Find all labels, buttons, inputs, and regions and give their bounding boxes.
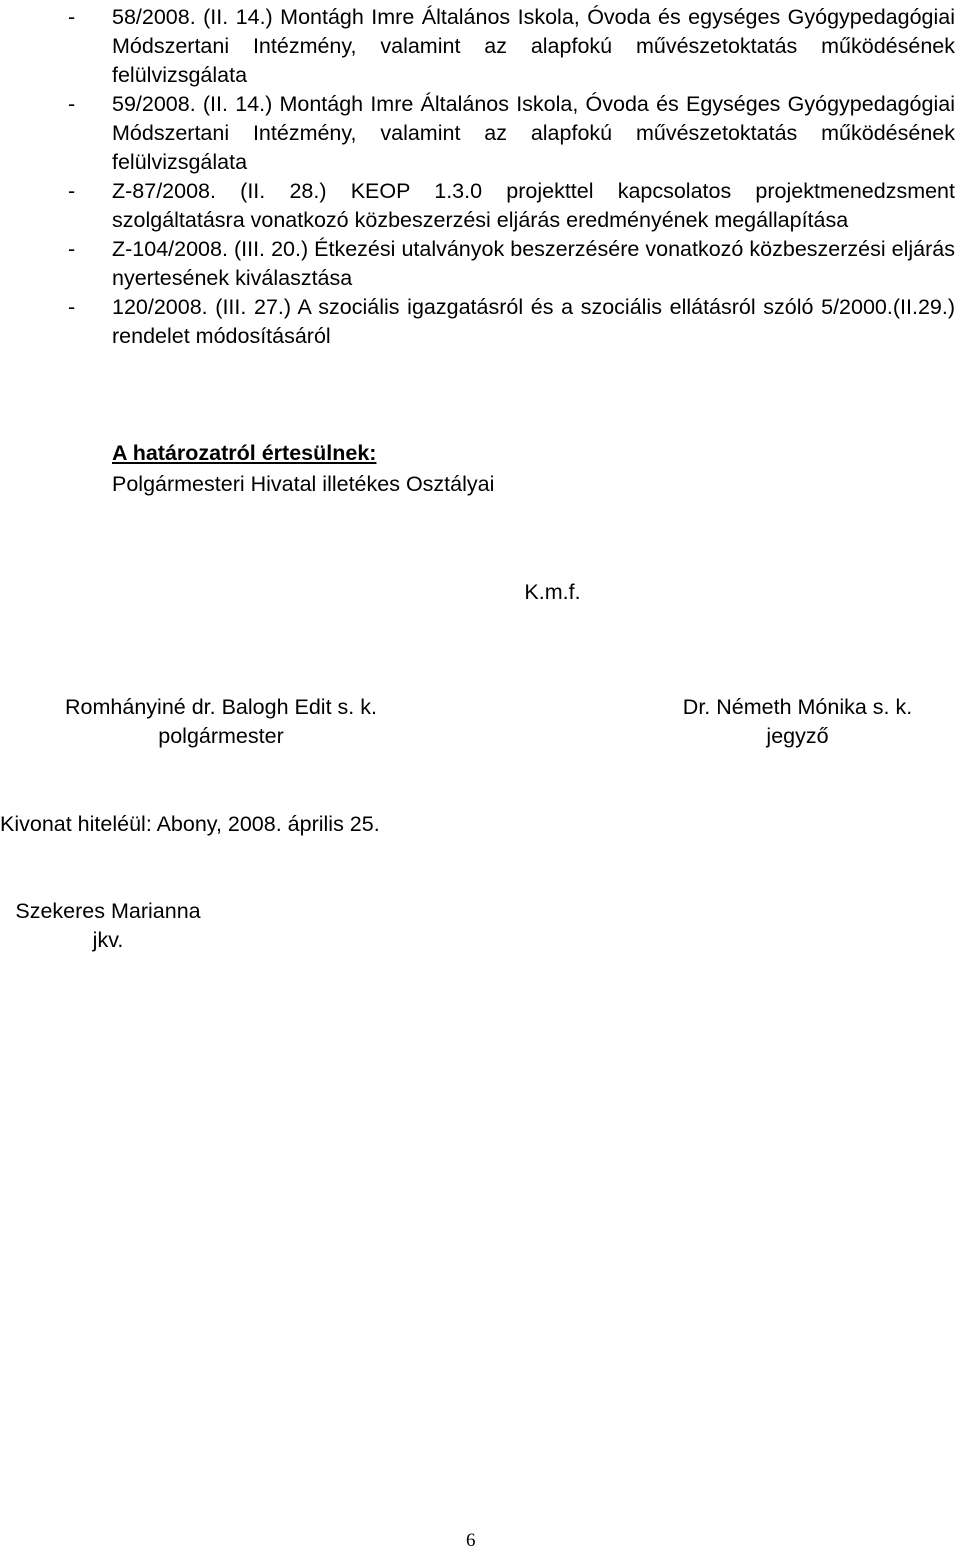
list-item [0, 3, 960, 90]
signature-title: polgármester [158, 724, 284, 748]
page-number: 6 [466, 1530, 476, 1551]
list-item-text: 120/2008. (III. 27.) A szociális igazgatásról és a szociális ellátásról szóló 5/2000.(II.29.) rendelet módosításáról [112, 295, 955, 348]
notification-recipient: Polgármesteri Hivatal illetékes Osztályai [112, 472, 495, 496]
clerk-title: jkv. [92, 928, 124, 952]
list-item [0, 293, 960, 351]
list-bullet: - [68, 5, 76, 29]
list-item [0, 90, 960, 177]
list-bullet: - [68, 295, 76, 319]
list-item [0, 177, 960, 235]
list-bullet: - [68, 179, 76, 203]
kmf-label: K.m.f. [524, 580, 581, 604]
signature-notary [640, 693, 955, 751]
list-item-text: Z-87/2008. (II. 28.) KEOP 1.3.0 projekttel kapcsolatos projektmenedzsment szolgáltatásra vonatkozó közbeszerzési eljárás eredményének megállapítása [112, 179, 955, 232]
signature-mayor [0, 693, 442, 751]
signature-title: jegyző [766, 724, 829, 748]
clerk-signature [0, 897, 216, 955]
resolution-list [0, 3, 960, 351]
signature-name: Dr. Németh Mónika s. k. [682, 695, 913, 719]
clerk-name: Szekeres Marianna [15, 899, 201, 923]
list-bullet: - [68, 92, 76, 116]
notification-heading: A határozatról értesülnek: [112, 441, 377, 465]
signature-name: Romhányiné dr. Balogh Edit s. k. [65, 695, 377, 719]
list-item [0, 235, 960, 293]
list-bullet: - [68, 237, 76, 261]
list-item-text: 58/2008. (II. 14.) Montágh Imre Általános Iskola, Óvoda és egységes Gyógypedagógiai Módszertani Intézmény, valamint az alapfokú művészetoktatás működésének felülvizsgálata [112, 5, 955, 87]
list-item-text: 59/2008. (II. 14.) Montágh Imre Általános Iskola, Óvoda és Egységes Gyógypedagógiai Módszertani Intézmény, valamint az alapfokú művészetoktatás működésének felülvizsgálata [112, 92, 955, 174]
extract-certification: Kivonat hiteléül: Abony, 2008. április 25. [0, 812, 380, 836]
list-item-text: Z-104/2008. (III. 20.) Étkezési utalványok beszerzésére vonatkozó közbeszerzési eljárás nyertesének kiválasztása [112, 237, 955, 290]
